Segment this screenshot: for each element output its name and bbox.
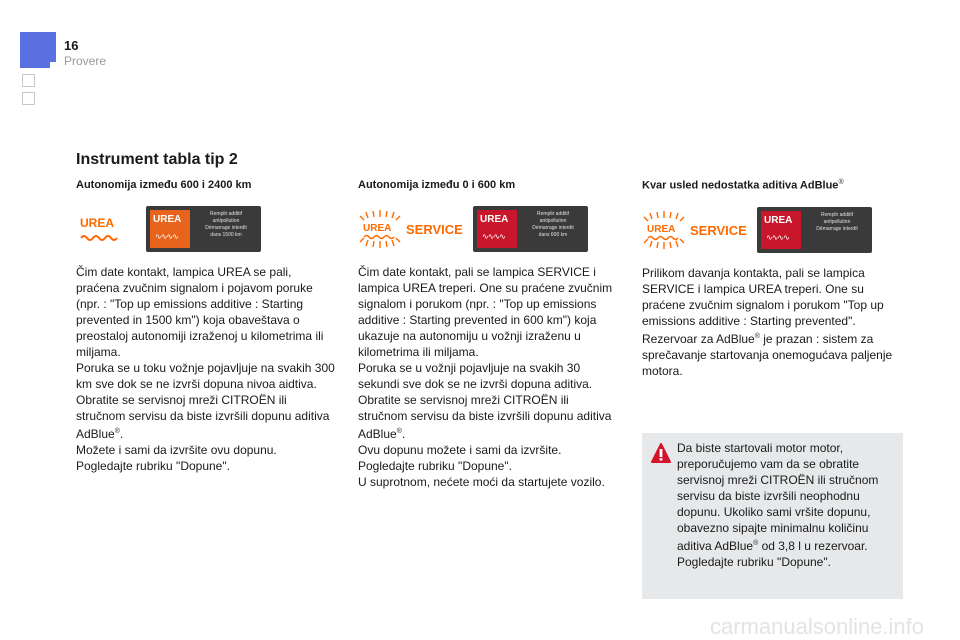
urea-warning-icon: UREA xyxy=(80,216,118,240)
page-number: 16 xyxy=(64,38,79,53)
column-3 xyxy=(642,179,904,379)
nav-box-1 xyxy=(22,74,35,87)
watermark: carmanualsonline.info xyxy=(710,614,925,639)
display-message: Remplir additif antipollution Démarrage interdit xyxy=(816,211,858,232)
column-3-text: Prilikom davanja kontakta, pali se lampica SERVICE i lampica UREA treperi. One su praćene zvučnim signalom i porukom "Top up emissions additive : Starting prevented". Rezervoar za AdBlue® je prazan : sistem za sprečavanje startovanja onemogućava paljenje motora. xyxy=(642,265,893,378)
urea-service-icon: UREA SERVICE xyxy=(642,211,742,249)
column-2-text: Čim date kontakt, pali se lampica SERVICE i lampica UREA treperi. One su praćene zvučnim signalom i porukom (npr. : "Top up emissions additive : Starting prevented in 600 km") koja ukazuje na autonomiju u vožnji izraženu u kilometrima ili miljama. Poruka se u vožnji pojavljuje na svakih 30 sekundi sve dok se ne izvrši dopuna aditiva. Obratite se servisnoj mreži CITROËN ili stručnom servisu da biste izvršili dopunu aditiva AdBlue®. Ovu dopunu možete i sami da izvršite. Pogledajte rubriku "Dopune". U suprotnom, nećete moći da startujete vozilo. xyxy=(358,265,613,489)
column-1 xyxy=(76,179,338,474)
instrument-display-1 xyxy=(146,206,261,252)
column-2 xyxy=(358,179,620,490)
instrument-display-2 xyxy=(473,206,588,252)
urea-display-badge: UREA ∿∿∿∿ xyxy=(477,210,517,248)
display-message: Remplir additif antipollution Démarrage interdit dans 1500 km xyxy=(205,211,247,238)
page-title: Instrument tabla tip 2 xyxy=(76,151,238,168)
exclamation-warning-icon xyxy=(651,443,671,465)
nav-box-2 xyxy=(22,92,35,105)
column-2-title: Autonomija između 0 i 600 km xyxy=(358,179,516,191)
urea-display-badge: UREA ∿∿∿∿ xyxy=(150,210,190,248)
urea-display-badge: UREA ∿∿∿∿ xyxy=(761,211,801,249)
display-message: Remplir additif antipollution Démarrage interdit dans 600 km xyxy=(532,211,574,238)
column-1-text: Čim date kontakt, lampica UREA se pali, praćena zvučnim signalom i pojavom poruke (npr. : "Top up emissions additive : Starting prevented in 1500 km") koja obaveštava o preostaloj autonomiji izraženoj u kilometrima ili miljama. Poruka se u toku vožnje pojavljuje na svakih 300 km sve dok se ne izvrši dopuna nivoa aidtiva. Obratite se servisnoj mreži CITROËN ili stručnom servisu da biste izvršili dopunu aditiva AdBlue®. Možete i sami da izvršite ovu dopunu. Pogledajte rubriku "Dopune". xyxy=(76,265,335,473)
column-2-icons xyxy=(358,206,620,252)
page-corner-marker xyxy=(20,32,56,68)
column-1-icons xyxy=(76,206,338,252)
column-1-title: Autonomija između 600 i 2400 km xyxy=(76,179,252,191)
column-3-icons xyxy=(642,207,904,253)
instrument-display-3 xyxy=(757,207,872,253)
warning-note-text: Da biste startovali motor motor, preporučujemo vam da se obratite servisnoj mreži CITROËN ili stručnom servisu da biste izvršili neophodnu dopunu. Ukoliko sami vršite dopunu, obavezno sipajte minimalnu količinu aditiva AdBlue® od 3,8 l u rezervoar. Pogledajte rubriku "Dopune". xyxy=(677,441,879,569)
urea-service-icon: UREA SERVICE xyxy=(358,210,458,248)
section-name: Provere xyxy=(64,54,107,68)
warning-note-box xyxy=(642,433,903,599)
column-3-title: Kvar usled nedostatka aditiva AdBlue® xyxy=(642,179,844,192)
